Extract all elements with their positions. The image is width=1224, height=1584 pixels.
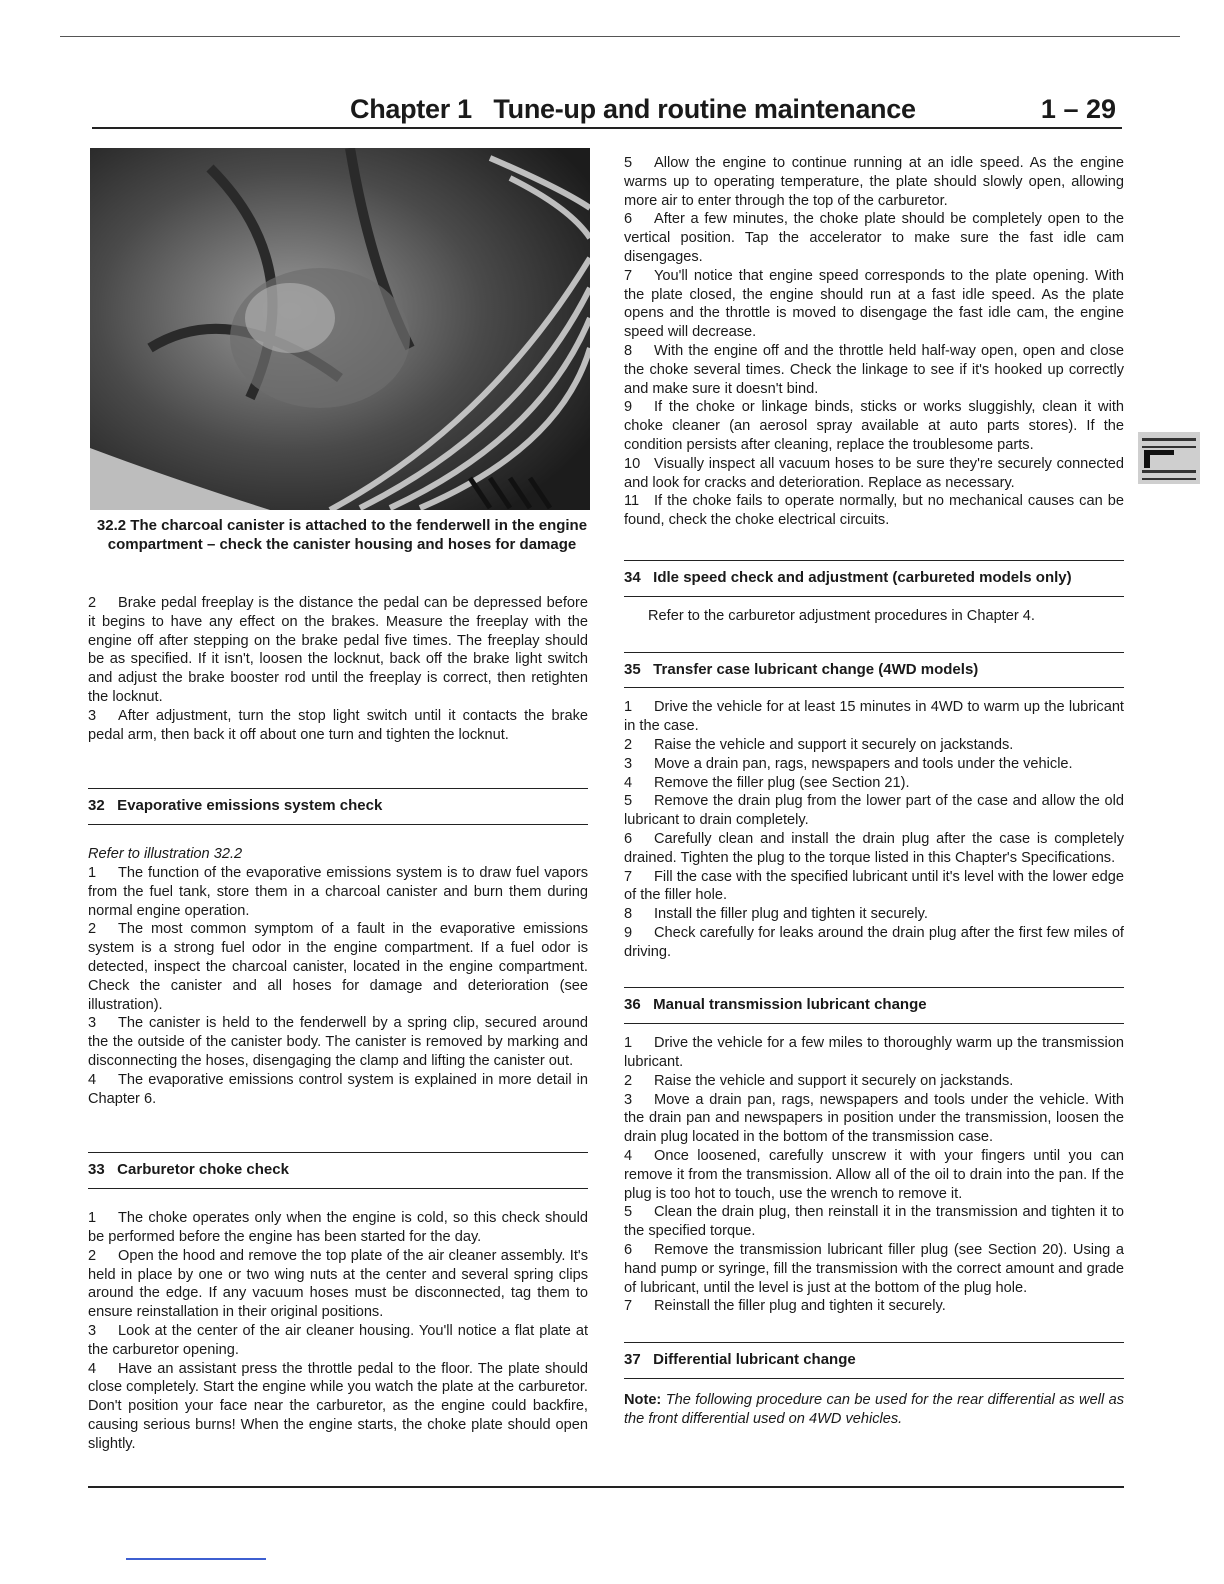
paragraph-text: Have an assistant press the throttle pedal to the floor. The plate should close completely. Start the engine while you watch the plate at the carburetor. Don't position your face near the carburetor, as the engine could backfire, causing serious burns! When the engine starts, the choke plate should open slightly. xyxy=(88,1360,588,1452)
note-text: The following procedure can be used for the rear differential as well as the front differential used on 4WD vehicles. xyxy=(624,1392,1124,1427)
section-heading: 33 Carburetor choke check xyxy=(88,1152,588,1189)
right-column xyxy=(624,154,1124,1429)
paragraph xyxy=(88,594,588,707)
paragraph xyxy=(624,792,1124,830)
note xyxy=(624,1391,1124,1429)
paragraph-text: Drive the vehicle for a few miles to thoroughly warm up the transmission lubricant. xyxy=(624,1035,1124,1071)
paragraph-number: 2 xyxy=(88,921,97,938)
paragraph-text: Allow the engine to continue running at an idle speed. As the engine warms up to operating temperature, the plate should slowly open, allowing more air to enter through the top of the carburetor. xyxy=(624,155,1124,209)
paragraph xyxy=(624,736,1124,755)
paragraph xyxy=(624,267,1124,342)
thumb-index-tab xyxy=(1138,432,1200,484)
page-header xyxy=(92,94,1122,128)
paragraph-number: 3 xyxy=(88,1015,97,1032)
paragraph-number: 9 xyxy=(624,924,633,941)
paragraph xyxy=(624,1072,1124,1091)
paragraph-text: Brake pedal freeplay is the distance the pedal can be depressed before it begins to have any effect on the brakes. Measure the freeplay with the engine off after stepping on the brake pedal five times. The freeplay should be as specified. If it isn't, loosen the locknut, back off the brake light switch and adjust the brake booster rod until the freeplay is correct, then retighten the locknut. xyxy=(88,595,588,705)
left-column xyxy=(88,594,588,1453)
paragraph-text: Move a drain pan, rags, newspapers and tools under the vehicle. With the drain pan and newspapers in position under the transmission, loosen the drain plug located in the bottom of the transmission case. xyxy=(624,1091,1124,1146)
paragraph xyxy=(624,342,1124,398)
paragraph-text: If the choke or linkage binds, sticks or works sluggishly, clean it with choke cleaner (an aerosol spray available at auto parts stores). If the condition persists after cleaning, replace the troublesome parts. xyxy=(624,399,1124,453)
paragraph-text: Reinstall the filler plug and tighten it securely. xyxy=(654,1298,946,1315)
paragraph-number: 2 xyxy=(624,736,633,753)
paragraph xyxy=(624,1297,1124,1316)
paragraph-number: 7 xyxy=(624,1298,633,1315)
paragraph-text: Once loosened, carefully unscrew it with your fingers until you can remove it from the transmission. Allow all of the oil to drain into the pan. If the plug is too hot to touch, use the wrench to remove it. xyxy=(624,1148,1124,1202)
paragraph xyxy=(624,698,1124,736)
engine-photo-image xyxy=(90,148,590,510)
section-heading: 32 Evaporative emissions system check xyxy=(88,788,588,825)
paragraph-text: Remove the transmission lubricant filler plug (see Section 20). Using a hand pump or syringe, fill the transmission with the correct amount and grade of lubricant, until the level is just at the bottom of the plug hole. xyxy=(624,1242,1124,1296)
paragraph-number: 5 xyxy=(624,793,633,810)
top-rule xyxy=(60,36,1180,37)
paragraph-text: Raise the vehicle and support it securely on jackstands. xyxy=(654,736,1014,753)
section-34 xyxy=(624,560,1124,626)
paragraph xyxy=(624,868,1124,906)
paragraph-number: 4 xyxy=(88,1071,97,1088)
paragraph-number: 11 xyxy=(624,493,640,510)
paragraph xyxy=(88,1322,588,1360)
paragraph-text: If the choke fails to operate normally, but no mechanical causes can be found, check the choke electrical circuits. xyxy=(624,493,1124,529)
paragraph-number: 1 xyxy=(88,864,97,881)
section-32 xyxy=(88,788,588,1108)
paragraph xyxy=(88,707,588,745)
paragraph-number: 3 xyxy=(88,1322,97,1339)
paragraph-number: 3 xyxy=(624,755,633,772)
paragraph xyxy=(624,1034,1124,1072)
paragraph-number: 8 xyxy=(624,342,633,359)
figure-photo xyxy=(90,148,590,510)
paragraph xyxy=(88,920,588,1014)
figure-caption: 32.2 The charcoal canister is attached to the fenderwell in the engine compartment – check the canister housing and hoses for damage xyxy=(96,517,588,553)
paragraph-number: 6 xyxy=(624,830,633,847)
chapter-title: Chapter 1 Tune-up and routine maintenance xyxy=(350,94,916,124)
section-33 xyxy=(88,1152,588,1453)
section-33-continued xyxy=(624,154,1124,530)
paragraph-text: You'll notice that engine speed corresponds to the plate opening. With the plate closed, the engine should run at a fast idle speed. As the plate opens and the throttle is moved to disengage the fast idle cam, the engine speed will decrease. xyxy=(624,267,1124,341)
paragraph-text: After a few minutes, the choke plate should be completely open to the vertical position. Tap the accelerator to make sure the fast idle cam disengages. xyxy=(624,211,1124,265)
paragraph-text: Clean the drain plug, then reinstall it in the transmission and tighten it to the specified torque. xyxy=(624,1204,1124,1240)
paragraph-text: Fill the case with the specified lubricant until it's level with the lower edge of the filler hole. xyxy=(624,868,1124,904)
paragraph xyxy=(624,398,1124,454)
paragraph-text: Raise the vehicle and support it securely on jackstands. xyxy=(654,1072,1014,1089)
paragraph xyxy=(624,154,1124,210)
page-number: 1 – 29 xyxy=(1040,94,1116,124)
paragraph xyxy=(88,1360,588,1454)
paragraph-text: After adjustment, turn the stop light switch until it contacts the brake pedal arm, then back it off about one turn and tighten the locknut. xyxy=(88,707,588,743)
paragraph-number: 6 xyxy=(624,1242,633,1259)
bottom-rule xyxy=(88,1486,1124,1488)
paragraph-number: 3 xyxy=(88,707,97,724)
paragraph-text: Check carefully for leaks around the drain plug after the first few miles of driving. xyxy=(624,924,1124,960)
paragraph-number: 9 xyxy=(624,399,633,416)
paragraph-number: 10 xyxy=(624,455,641,472)
section-35 xyxy=(624,652,1124,962)
section-heading: 36 Manual transmission lubricant change xyxy=(624,987,1124,1024)
paragraph-text: The canister is held to the fenderwell by a spring clip, secured around the the outside of the canister body. The canister is removed by marking and disconnecting the hoses, disengaging the clamp and lifting the canister out. xyxy=(88,1015,588,1069)
paragraph xyxy=(88,864,588,920)
section-36 xyxy=(624,987,1124,1316)
header-rule xyxy=(92,127,1122,129)
paragraph xyxy=(624,455,1124,493)
paragraph xyxy=(624,210,1124,266)
paragraph-number: 7 xyxy=(624,868,633,885)
paragraph-number: 2 xyxy=(624,1072,633,1089)
paragraph-number: 8 xyxy=(624,906,633,923)
brake-paragraphs xyxy=(88,594,588,744)
paragraph-text: The choke operates only when the engine is cold, so this check should be performed before the engine has been started for the day. xyxy=(88,1210,588,1245)
paragraph xyxy=(88,1247,588,1322)
paragraph-text: Open the hood and remove the top plate of the air cleaner assembly. It's held in place by one or two wing nuts at the center and several spring clips around the edge. If any vacuum hoses must be disconnected, tag them to ensure reinstallation in their original positions. xyxy=(88,1247,588,1321)
paragraph-number: 7 xyxy=(624,267,633,284)
paragraph xyxy=(88,1014,588,1070)
paragraph xyxy=(624,830,1124,868)
paragraph-text: With the engine off and the throttle held half-way open, open and close the choke several times. Check the linkage to see if it's hooked up correctly and make sure it doesn't bind. xyxy=(624,342,1124,397)
paragraph xyxy=(624,492,1124,530)
paragraph-number: 5 xyxy=(624,1204,633,1221)
paragraph-text: The most common symptom of a fault in the evaporative emissions system is a strong fuel odor in the engine compartment. If a fuel odor is detected, inspect the charcoal canister, located in the engine compartment. Check the canister and all hoses for damage and deterioration (see illustration). xyxy=(88,921,588,1013)
paragraph-text: Move a drain pan, rags, newspapers and tools under the vehicle. xyxy=(654,755,1073,772)
paragraph xyxy=(624,905,1124,924)
paragraph-text: Look at the center of the air cleaner housing. You'll notice a flat plate at the carburetor opening. xyxy=(88,1322,588,1358)
paragraph-text: Install the filler plug and tighten it securely. xyxy=(654,906,928,923)
paragraph-text: Refer to the carburetor adjustment procedures in Chapter 4. xyxy=(648,607,1035,624)
paragraph xyxy=(624,774,1124,793)
paragraph-text: Remove the drain plug from the lower part of the case and allow the old lubricant to drain completely. xyxy=(624,793,1124,829)
paragraph-number: 4 xyxy=(624,774,633,791)
paragraph-number: 2 xyxy=(88,595,97,611)
paragraph-number: 4 xyxy=(624,1148,633,1165)
section-37 xyxy=(624,1342,1124,1428)
paragraph xyxy=(624,1241,1124,1297)
paragraph-number: 3 xyxy=(624,1091,633,1108)
section-heading: 37 Differential lubricant change xyxy=(624,1342,1124,1379)
paragraph xyxy=(88,1209,588,1247)
paragraph-text: The function of the evaporative emissions system is to draw fuel vapors from the fuel tank, store them in a charcoal canister and burn them during normal engine operation. xyxy=(88,864,588,919)
paragraph xyxy=(624,924,1124,962)
paragraph xyxy=(624,755,1124,774)
paragraph-number: 6 xyxy=(624,211,633,228)
illustration-reference: Refer to illustration 32.2 xyxy=(88,846,243,863)
paragraph xyxy=(88,1071,588,1109)
paragraph-number: 4 xyxy=(88,1360,97,1377)
section-heading: 35 Transfer case lubricant change (4WD models) xyxy=(624,652,1124,689)
paragraph-text: The evaporative emissions control system is explained in more detail in Chapter 6. xyxy=(88,1071,588,1107)
paragraph-text: Remove the filler plug (see Section 21). xyxy=(654,774,910,791)
section-heading: 34 Idle speed check and adjustment (carbureted models only) xyxy=(624,560,1124,597)
paragraph-text: Visually inspect all vacuum hoses to be sure they're securely connected and look for cracks and deterioration. Replace as necessary. xyxy=(624,455,1124,491)
paragraph-number: 1 xyxy=(624,1035,633,1052)
paragraph-text: Drive the vehicle for at least 15 minutes in 4WD to warm up the lubricant in the case. xyxy=(624,699,1124,735)
paragraph xyxy=(624,1147,1124,1203)
paragraph xyxy=(624,1203,1124,1241)
blue-underline-mark xyxy=(126,1558,266,1560)
paragraph-number: 1 xyxy=(624,699,633,716)
paragraph-number: 5 xyxy=(624,155,633,171)
paragraph-number: 1 xyxy=(88,1210,97,1227)
note-label: Note: xyxy=(624,1392,662,1409)
paragraph-text: Carefully clean and install the drain plug after the case is completely drained. Tighten the plug to the torque listed in this Chapter's Specifications. xyxy=(624,830,1124,866)
paragraph xyxy=(624,1091,1124,1147)
paragraph-number: 2 xyxy=(88,1247,97,1264)
